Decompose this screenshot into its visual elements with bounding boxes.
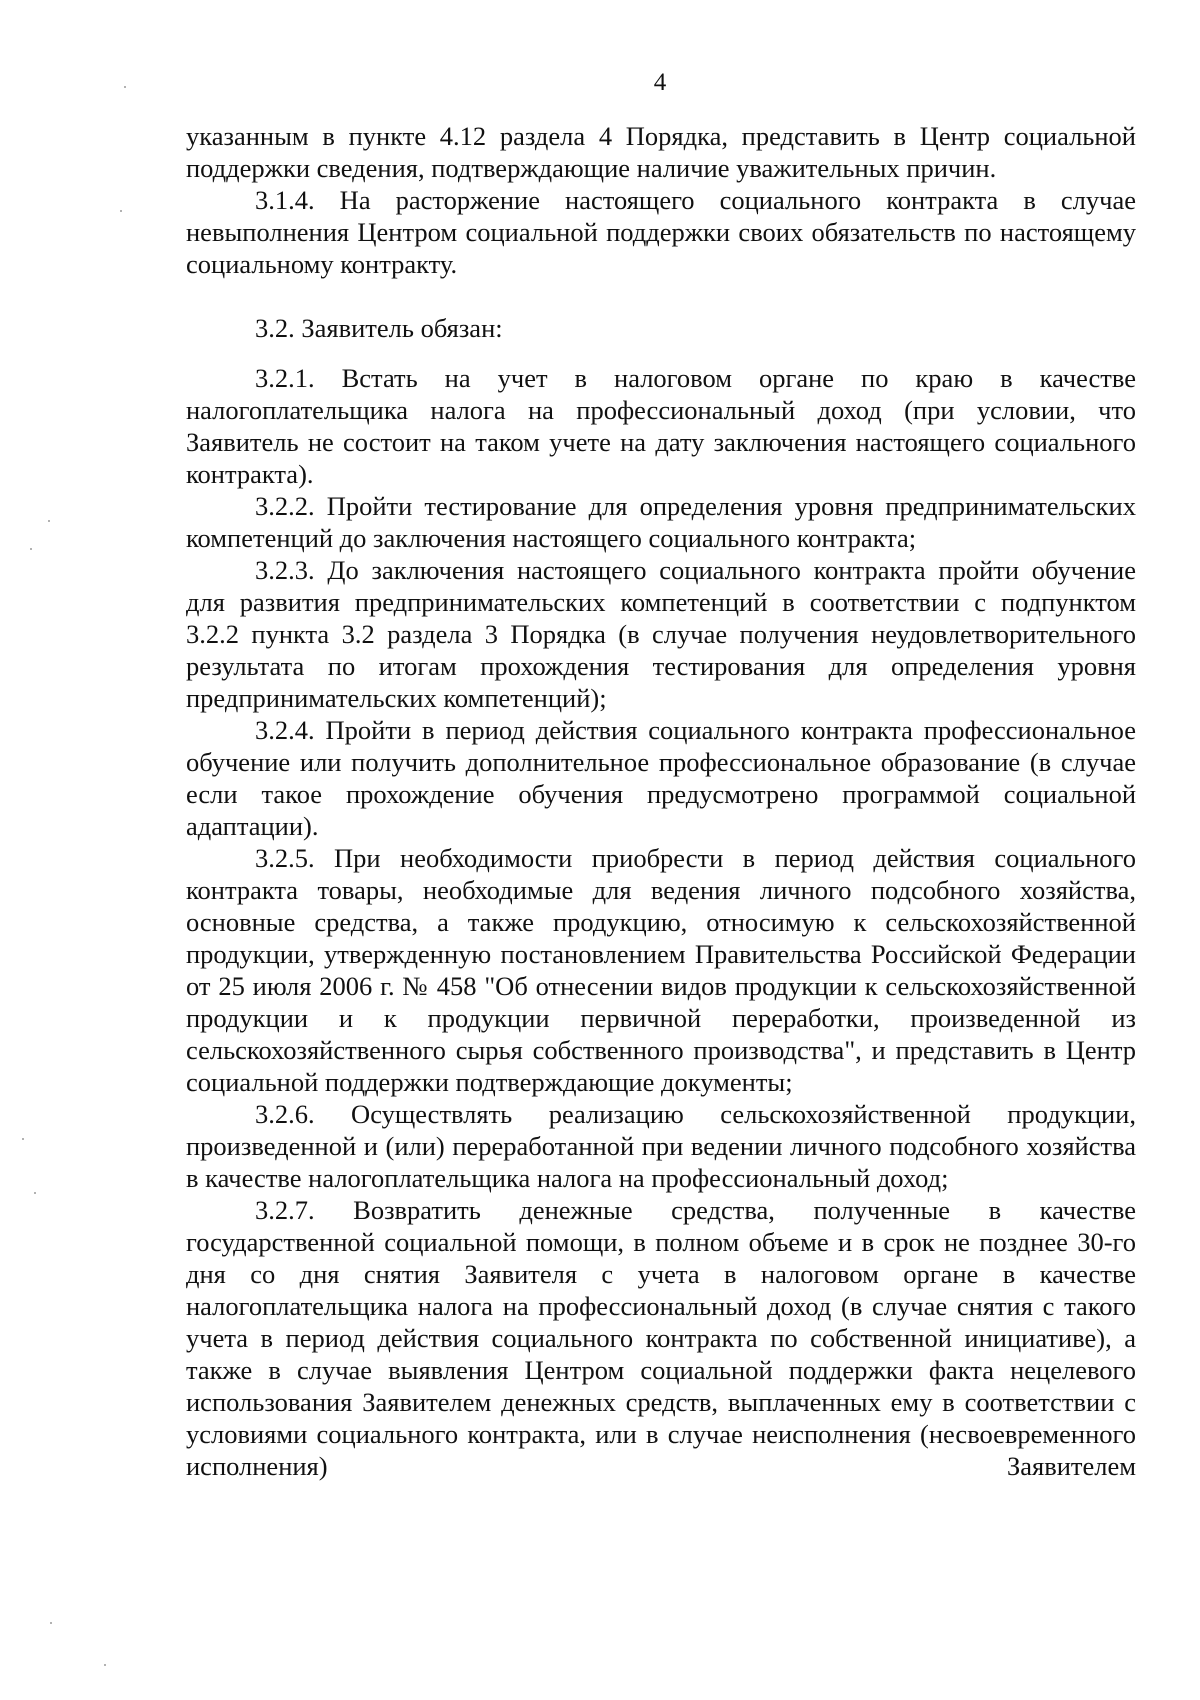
- paragraph-3-2-7: 3.2.7. Возвратить денежные средства, полученные в качестве государственной социальной помощи, в полном объеме и в срок не позднее 30-го дня со дня снятия Заявителя с учета в налоговом органе в качестве налогоплательщика налога на профессиональный доход (в случае снятия с такого учета в период действия социального контракта по собственной инициативе), а также в случае выявления Центром социальной поддержки факта нецелевого использования Заявителем денежных средств, выплаченных ему в соответствии с условиями социального контракта, или в случае неисполнения (несвоевременного исполнения) Заявителем: [186, 1195, 1136, 1481]
- scan-artifact: [104, 1664, 106, 1666]
- page-number: 4: [653, 69, 667, 96]
- paragraph-3-2-4: 3.2.4. Пройти в период действия социального контракта профессиональное обучение или получить дополнительное профессиональное образование (в случае если такое прохождение обучения предусмотрено программой социальной адаптации).: [186, 715, 1136, 841]
- section-heading-3-2: 3.2. Заявитель обязан:: [255, 313, 503, 343]
- document-body: [186, 120, 1136, 1482]
- scan-artifact: [124, 86, 126, 88]
- paragraph-3-2-6: 3.2.6. Осуществлять реализацию сельскохозяйственной продукции, произведенной и (или) переработанной при ведении личного подсобного хозяйства в качестве налогоплательщика налога на профессиональный доход;: [186, 1099, 1136, 1193]
- scan-artifact: [34, 1192, 36, 1194]
- scan-artifact: [22, 1138, 24, 1140]
- scan-artifact: [30, 548, 32, 550]
- scan-artifact: [48, 520, 50, 522]
- paragraph-3-1-4: 3.1.4. На расторжение настоящего социального контракта в случае невыполнения Центром социальной поддержки своих обязательств по настоящему социальному контракту.: [186, 185, 1136, 279]
- paragraph-3-2-2: 3.2.2. Пройти тестирование для определения уровня предпринимательских компетенций до заключения настоящего социального контракта;: [186, 491, 1136, 553]
- scan-artifact: [120, 210, 122, 212]
- paragraph-3-2-5: 3.2.5. При необходимости приобрести в период действия социального контракта товары, необходимые для ведения личного подсобного хозяйства, основные средства, а также продукцию, относимую к сельскохозяйственной продукции, утвержденную постановлением Правительства Российской Федерации от 25 июля 2006 г. № 458 "Об отнесении видов продукции к сельскохозяйственной продукции и к продукции первичной переработки, произведенной из сельскохозяйственного сырья собственного производства", и представить в Центр социальной поддержки подтверждающие документы;: [186, 843, 1136, 1097]
- paragraph-continuation: указанным в пункте 4.12 раздела 4 Порядка, представить в Центр социальной поддержки сведения, подтверждающие наличие уважительных причин.: [186, 121, 1136, 183]
- scan-artifact: [50, 1622, 52, 1624]
- paragraph-3-2-1: 3.2.1. Встать на учет в налоговом органе по краю в качестве налогоплательщика налога на профессиональный доход (при условии, что Заявитель не состоит на таком учете на дату заключения настоящего социального контракта).: [186, 363, 1136, 489]
- paragraph-3-2-3: 3.2.3. До заключения настоящего социального контракта пройти обучение для развития предпринимательских компетенций в соответствии с подпунктом 3.2.2 пункта 3.2 раздела 3 Порядка (в случае получения неудовлетворительного результата по итогам прохождения тестирования для определения уровня предпринимательских компетенций);: [186, 555, 1136, 713]
